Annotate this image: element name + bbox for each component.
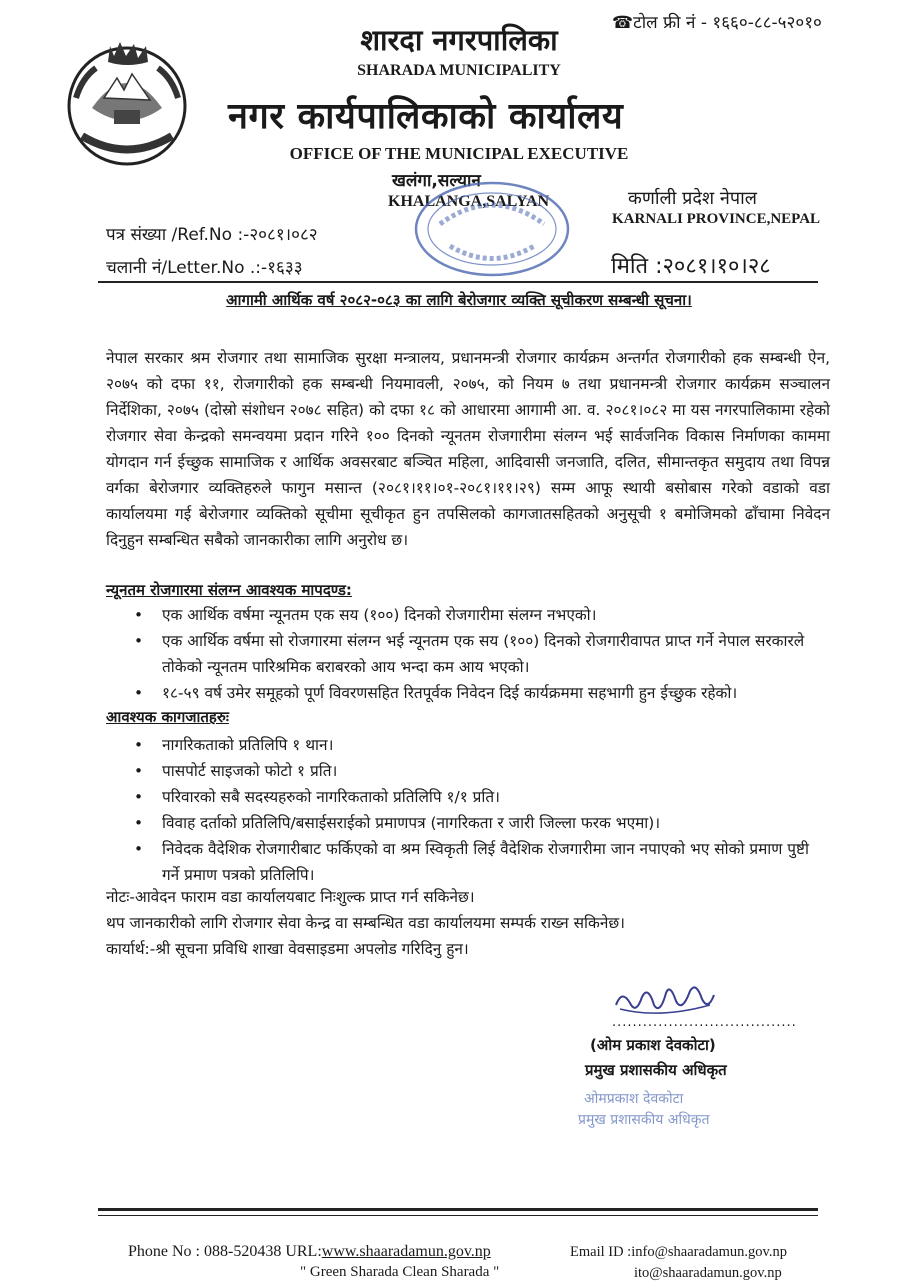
footer-divider-thick — [98, 1208, 818, 1211]
footer-slogan: " Green Sharada Clean Sharada " — [300, 1264, 500, 1280]
list-item: • पासपोर्ट साइजको फोटो १ प्रति। — [106, 758, 830, 784]
footer-url-label: URL: — [285, 1243, 322, 1260]
list-item: • नागरिकताको प्रतिलिपि १ थान। — [106, 732, 830, 758]
office-name-nepali: नगर कार्यपालिकाको कार्यालय — [228, 96, 624, 137]
office-name-english: OFFICE OF THE MUNICIPAL EXECUTIVE — [289, 144, 629, 163]
criteria-heading: न्यूनतम रोजगारमा संलग्न आवश्यक मापदण्ड: — [106, 581, 352, 599]
letter-date: मिति :२०८१।१०।२८ — [611, 254, 771, 279]
criteria-list — [106, 602, 830, 706]
list-item: • एक आर्थिक वर्षमा न्यूनतम एक सय (१००) दिनको रोजगारीमा संलग्न नभएको। — [106, 602, 830, 628]
province-english: KARNALI PROVINCE,NEPAL — [612, 211, 821, 227]
list-item: • निवेदक वैदेशिक रोजगारीबाट फर्किएको वा श्रम स्विकृती लिई वैदेशिक रोजगारीमा जान नपाएको भए सोको प्रमाण पुष्टी गर्ने प्रमाण पत्रको प्रतिलिपि। — [106, 836, 830, 888]
org-name-english: SHARADA MUNICIPALITY — [357, 62, 561, 79]
org-name-nepali: शारदा नगरपालिका — [360, 23, 558, 57]
province-nepali: कर्णाली प्रदेश नेपाल — [628, 188, 757, 209]
notice-subject: आगामी आर्थिक वर्ष २०८२-०८३ का लागि बेरोजगार व्यक्ति सूचीकरण सम्बन्धी सूचना। — [226, 291, 692, 309]
footer-email[interactable]: Email ID :info@shaaradamun.gov.np — [570, 1244, 787, 1260]
note-action: कार्यार्थ:-श्री सूचना प्रविधि शाखा वेवसाइडमा अपलोड गरिदिनु हुन। — [106, 940, 469, 958]
list-item: • एक आर्थिक वर्षमा सो रोजगारमा संलग्न भई न्यूनतम एक सय (१००) दिनको रोजगारीवापत प्राप्त गर्ने नेपाल सरकारले तोकेको न्यूनतम पारिश्रमिक बराबरको आय भन्दा कम आय भएको। — [106, 628, 830, 680]
header-divider — [98, 281, 818, 283]
toll-free-number: ☎टोल फ्री नं - १६६०-८८-५२०१० — [612, 13, 822, 33]
footer-url-link[interactable]: www.shaaradamun.gov.np — [321, 1243, 491, 1260]
letter-number: चलानी नं/Letter.No .:-१६३३ — [106, 258, 303, 278]
list-item: • परिवारको सबै सदस्यहरुको नागरिकताको प्रतिलिपि १/१ प्रति। — [106, 784, 830, 810]
signatory-title: प्रमुख प्रशासकीय अधिकृत — [585, 1061, 727, 1079]
notice-body: नेपाल सरकार श्रम रोजगार तथा सामाजिक सुरक्षा मन्त्रालय, प्रधानमन्त्री रोजगार कार्यक्रम अन्तर्गत रोजगारीको हक सम्बन्धी ऐन, २०७५ को दफा ११, रोजगारीको हक सम्बन्धी नियमावली, २०७५, को नियम ७ तथा प्रधानमन्त्री रोजगार कार्यक्रम सञ्चालन निर्देशिका, २०७५ (दोस्रो संशोधन २०७८ सहित) को दफा १८ को आधारमा आगामी आ. व. २०८१।०८२ मा यस नगरपालिकामा रहेको रोजगार सेवा केन्द्रको समन्वयमा प्रदान गरिने १०० दिनको न्यूनतम रोजगारीमा संलग्न भई सार्वजनिक विकास निर्माणका काममा योगदान गर्न ईच्छुक सामाजिक र आर्थिक अवसरबाट बञ्चित महिला, आदिवासी जनजाति, दलित, सीमान्तकृत समुदाय तथा विपन्न वर्गका बेरोजगार व्यक्तिहरुले फागुन मसान्त (२०८१।११।०१-२०८१।११।२९) सम्म आफू स्थायी बसोबास गरेको वडाको वडा कार्यालयमा गई बेरोजगार व्यक्तिको सूचीमा सूचीकृत हुन तपसिलको कागजातसहितको अनुसूची १ बमोजिमको ढाँचामा निवेदन दिनुहुन सम्बन्धित सबैको जानकारीका लागि अनुरोध छ। — [106, 349, 830, 549]
place-english: KHALANGA,SALYAN — [388, 193, 550, 210]
place-nepali: खलंगा,सल्यान — [392, 171, 481, 191]
list-item: • १८-५९ वर्ष उमेर समूहको पूर्ण विवरणसहित रितपूर्वक निवेदन दिई कार्यक्रममा सहभागी हुन ईच्छुक रहेको। — [106, 680, 830, 706]
title-stamp: प्रमुख प्रशासकीय अधिकृत — [578, 1112, 710, 1128]
list-item: • विवाह दर्ताको प्रतिलिपि/बसाईसराईको प्रमाणपत्र (नागरिकता र जारी जिल्ला फरक भएमा)। — [106, 810, 830, 836]
signatory-name: (ओम प्रकाश देवकोटा) — [590, 1036, 716, 1054]
note-contact: थप जानकारीको लागि रोजगार सेवा केन्द्र वा सम्बन्धित वडा कार्यालयमा सम्पर्क राख्न सकिनेछ। — [106, 914, 625, 932]
footer-divider-thin — [98, 1215, 818, 1216]
note-form: नोटः-आवेदन फाराम वडा कार्यालयबाट निःशुल्क प्राप्त गर्न सकिनेछ। — [106, 888, 475, 906]
name-stamp: ओमप्रकाश देवकोटा — [584, 1091, 684, 1107]
handwritten-signature — [610, 975, 720, 1019]
office-seal-stamp — [410, 176, 575, 282]
documents-list — [106, 732, 830, 888]
footer-contact — [128, 1243, 491, 1261]
footer-phone: Phone No : 088-520438 — [128, 1243, 282, 1260]
documents-heading: आवश्यक कागजातहरुः — [106, 708, 229, 726]
footer-email-secondary[interactable]: ito@shaaradamun.gov.np — [634, 1265, 782, 1281]
reference-number: पत्र संख्या /Ref.No :-२०८१।०८२ — [106, 225, 318, 245]
signature-line: .................................... — [612, 1015, 797, 1030]
